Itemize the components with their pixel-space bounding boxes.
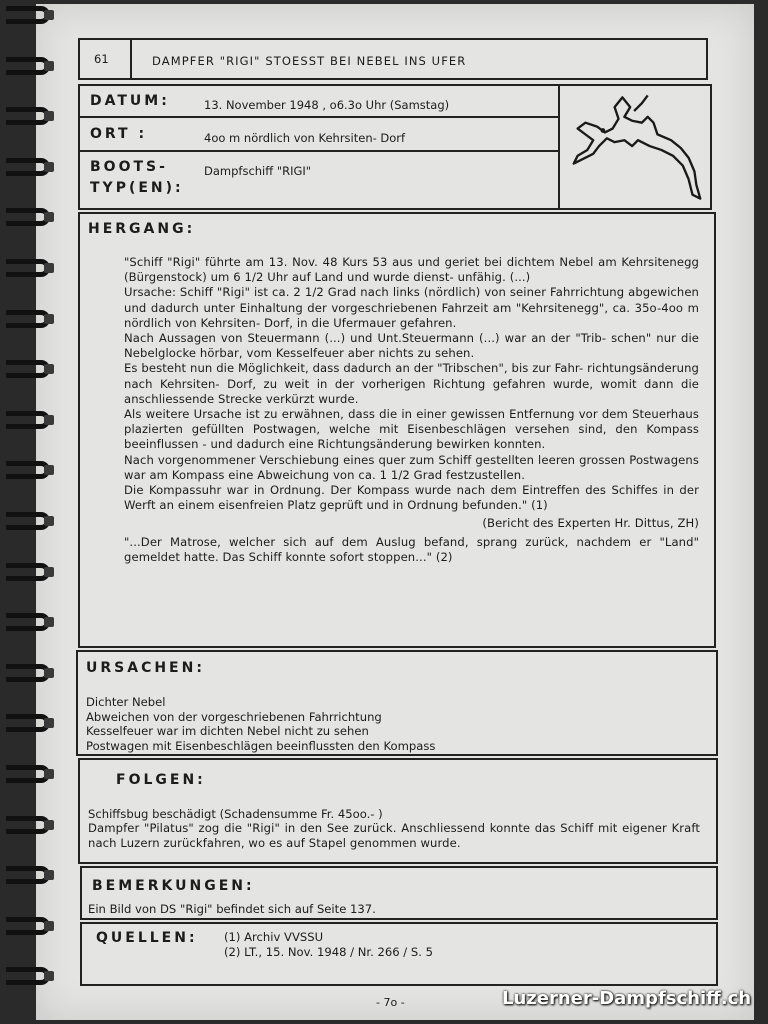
bootstyp-value: Dampfschiff "RIGI"	[204, 164, 312, 178]
ursachen-label: URSACHEN:	[86, 660, 205, 676]
binding-hole	[44, 61, 54, 71]
map-divider	[558, 86, 560, 208]
spiral-binding	[0, 0, 56, 1024]
info-box	[78, 84, 712, 210]
folgen-box	[78, 758, 718, 864]
binding-hole	[44, 10, 54, 20]
hergang-paragraph: Als weitere Ursache ist zu erwähnen, dass die in einer gewissen Entfernung vor dem Steuerhaus plazierten gefüllten Postwagen, welche mit Eisenbeschlägen versehen sind, den Kompass beeinflussen - und dadurch eine Richtungsänderung bewirken konnten.	[124, 407, 699, 452]
hergang-label: HERGANG:	[88, 221, 196, 237]
binding-hole	[44, 567, 54, 577]
binding-hole	[44, 111, 54, 121]
binding-hole	[44, 162, 54, 172]
hergang-paragraph: Nach Aussagen von Steuermann (...) und Unt.Steuermann (...) war an der "Trib- schen" nur die Nebelglocke hörbar, vom Kesselfeuer aber nichts zu sehen.	[124, 331, 699, 361]
binding-hole	[44, 769, 54, 779]
ursachen-item: Postwagen mit Eisenbeschlägen beeinflussten den Kompass	[86, 738, 436, 753]
binding-hole	[44, 820, 54, 830]
binding-hole	[44, 668, 54, 678]
datum-value: 13. November 1948 , o6.3o Uhr (Samstag)	[204, 98, 450, 112]
binding-hole	[44, 364, 54, 374]
datum-label: DATUM:	[90, 93, 170, 109]
binding-hole	[44, 870, 54, 880]
binding-hole	[44, 415, 54, 425]
lake-map-icon	[564, 88, 710, 208]
folgen-line2: Dampfer "Pilatus" zog die "Rigi" in den See zurück. Anschliessend konnte das Schiff mit eigener Kraft nach Luzern zurückfahren, wo es auf Stapel genommen wurde.	[88, 821, 700, 851]
header-divider	[130, 40, 132, 78]
hergang-quote: "...Der Matrose, welcher sich auf dem Auslug befand, sprang zurück, nachdem er "Land" gemeldet hatte. Das Schiff konnte sofort stoppen..." (2)	[124, 534, 699, 564]
ursachen-item: Kesselfeuer war im dichten Nebel nicht zu sehen	[86, 724, 369, 739]
page-number: - 7o -	[376, 996, 405, 1009]
quellen-list	[224, 930, 433, 959]
hergang-paragraph: Nach vorgenommener Verschiebung eines quer zum Schiff gestellten leeren grossen Postwagens war am Kompass eine Abweichung von ca. 1 1/2 Grad festzustellen.	[124, 452, 699, 482]
binding-hole	[44, 921, 54, 931]
hergang-text	[124, 255, 699, 565]
ursachen-item: Abweichen von der vorgeschriebenen Fahrrichtung	[86, 709, 382, 724]
ort-value: 4oo m nördlich von Kehrsiten- Dorf	[204, 131, 406, 145]
quellen-label: QUELLEN:	[96, 930, 198, 946]
binding-hole	[44, 263, 54, 273]
entry-number: 61	[94, 52, 109, 66]
bemerkungen-text: Ein Bild von DS "Rigi" befindet sich auf Seite 137.	[88, 902, 376, 916]
row-divider-2	[80, 150, 558, 152]
header-box	[78, 38, 708, 80]
quellen-item: (1) Archiv VVSSU	[224, 930, 324, 944]
ursachen-list	[86, 695, 435, 753]
bootstyp-label-line2: TYP(EN):	[90, 180, 184, 196]
folgen-label: FOLGEN:	[116, 772, 206, 788]
binding-hole	[44, 971, 54, 981]
hergang-box	[78, 212, 716, 648]
hergang-paragraph: Ursache: Schiff "Rigi" ist ca. 2 1/2 Grad nach links (nördlich) von seiner Fahrrichtung abgewichen und dadurch unter Einhaltung der vorgeschriebenen Fahrzeit am "Kehrsitenegg", ca. 35o-4oo m nördlich von Kehrsiten- Dorf, in die Ufermauer gefahren.	[124, 285, 699, 330]
binding-hole	[44, 718, 54, 728]
hergang-paragraph: Es besteht nun die Möglichkeit, dass dadurch an der "Tribschen", bis zur Fahr- richtungsänderung nach Kehrsiten- Dorf, zu weit in der vorherigen Richtung gefahren wurde, womit dann die anschliessende Strecke verkürzt wurde.	[124, 361, 699, 406]
entry-title: DAMPFER "RIGI" STOESST BEI NEBEL INS UFER	[152, 54, 467, 68]
ursachen-box	[76, 650, 718, 756]
ursachen-item: Dichter Nebel	[86, 695, 166, 709]
binding-hole	[44, 465, 54, 475]
bemerkungen-box	[80, 866, 718, 920]
hergang-paragraph: "Schiff "Rigi" führte am 13. Nov. 48 Kurs 53 aus und geriet bei dichtem Nebel am Kehrsitenegg (Bürgenstock) um 6 1/2 Uhr auf Land und wurde dienst- unfähig. (...)	[124, 255, 699, 285]
bootstyp-label-line1: BOOTS-	[90, 159, 168, 175]
binding-hole	[44, 314, 54, 324]
quellen-box	[80, 922, 718, 986]
row-divider-1	[80, 116, 558, 118]
watermark: Luzerner-Dampfschiff.ch	[502, 988, 752, 1009]
binding-hole	[44, 617, 54, 627]
quellen-item: (2) LT., 15. Nov. 1948 / Nr. 266 / S. 5	[224, 944, 433, 959]
binding-hole	[44, 212, 54, 222]
hergang-source: (Bericht des Experten Hr. Dittus, ZH)	[482, 516, 699, 531]
bemerkungen-label: BEMERKUNGEN:	[92, 878, 255, 894]
hergang-paragraph: Die Kompassuhr war in Ordnung. Der Kompass wurde nach dem Eintreffen des Schiffes in der Werft an einem eisenfreien Platz geprüft und in Ordnung befunden." (1)	[124, 483, 699, 513]
binding-hole	[44, 516, 54, 526]
ort-label: ORT :	[90, 126, 148, 142]
folgen-line1: Schiffsbug beschädigt (Schadensumme Fr. 45oo.- )	[88, 807, 383, 821]
